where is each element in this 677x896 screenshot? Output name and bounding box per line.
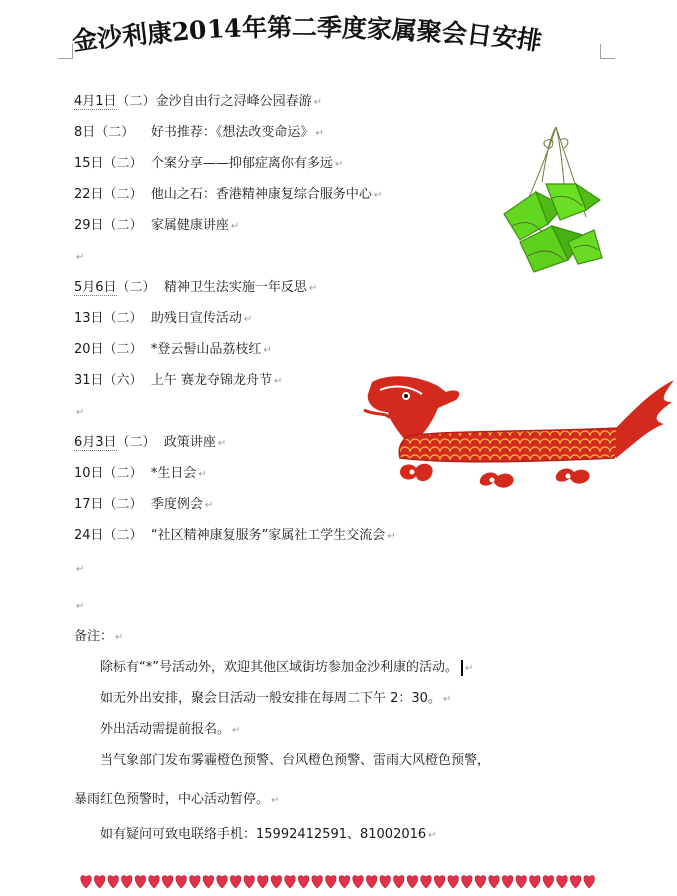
title-glyph: 日 [464,19,494,52]
title-glyph: 年 [241,13,268,43]
heart-shape [81,876,92,888]
heart-shape [108,876,119,888]
schedule-line: 13日（二） 助残日宣传活动 ↵ [74,311,253,326]
heart-shape [122,876,133,888]
empty-paragraph: ↵ [76,252,85,263]
note-line: 除标有“*”号活动外，欢迎其他区域街坊参加金沙利康的活动。 ↵ [100,660,474,675]
title-glyph: 二 [291,12,317,43]
heart-shape [516,876,527,888]
title-glyph: 度 [341,13,368,44]
heart-shape [285,876,296,888]
heart-shape [475,876,486,888]
note-line: 当气象部门发布雾霾橙色预警、台风橙色预警、雷雨大风橙色预警， [100,753,491,768]
schedule-line: 8日（二） 好书推荐：《想法改变命运》 ↵ [74,125,324,140]
heart-shape [230,876,241,888]
schedule-line: 4月1日（二）金沙自由行之浔峰公园春游 ↵ [74,94,322,109]
hearts-border [80,864,600,896]
title-glyph: 0 [188,15,208,46]
heart-shape [570,876,581,888]
heart-shape [176,876,187,888]
document-title [72,14,592,70]
heart-shape [190,876,201,888]
heart-shape [244,876,255,888]
heart-shape [271,876,282,888]
heart-shape [149,876,160,888]
heart-shape [162,876,173,888]
schedule-line: 20日（二） *登云髻山品荔枝红 ↵ [74,342,272,357]
empty-paragraph: ↵ [76,407,85,418]
schedule-line: 15日（二） 个案分享——抑郁症离你有多远 ↵ [74,156,344,171]
title-glyph: 金 [70,23,100,57]
heart-shape [353,876,364,888]
text-cursor [461,660,463,676]
zongzi-illustration [490,122,620,287]
note-line: 暴雨红色预警时，中心活动暂停。 ↵ [74,792,280,807]
heart-shape [312,876,323,888]
heart-shape [217,876,228,888]
heart-shape [584,876,595,888]
title-glyph: 利 [120,19,149,52]
schedule-line: 22日（二） 他山之石：香港精神康复综合服务中心 ↵ [74,187,383,202]
title-glyph: 家 [365,13,393,45]
heart-shape [489,876,500,888]
title-glyph: 季 [316,13,343,43]
note-line: 如无外出安排，聚会日活动一般安排在每周二下午 2：30。 ↵ [100,691,452,706]
heart-shape [448,876,459,888]
heart-shape [380,876,391,888]
heart-shape [394,876,405,888]
title-glyph: 会 [440,17,469,50]
heart-shape [94,876,105,888]
schedule-line: 31日（六） 上午 赛龙夺锦龙舟节 ↵ [74,373,283,388]
heart-shape [421,876,432,888]
schedule-line: 29日（二） 家属健康讲座 ↵ [74,218,240,233]
title-glyph: 属 [390,14,418,46]
empty-paragraph: ↵ [76,601,85,612]
title-glyph: 2 [170,16,191,47]
schedule-line: 10日（二） *生日会 ↵ [74,466,207,481]
note-line: 如有疑问可致电联络手机：15992412591、81002016 ↵ [100,827,437,842]
schedule-line: 5月6日（二） 精神卫生法实施一年反思 ↵ [74,280,318,295]
heart-shape [298,876,309,888]
title-glyph: 第 [266,12,292,43]
title-glyph: 聚 [415,16,443,48]
heart-shape [462,876,473,888]
title-glyph: 康 [145,17,174,50]
heart-shape [366,876,377,888]
page-corner-mark [58,44,73,59]
heart-shape [339,876,350,888]
empty-paragraph: ↵ [76,564,85,575]
title-glyph: 排 [514,23,544,57]
heart-shape [530,876,541,888]
heart-shape [135,876,146,888]
notes-label: 备注： ↵ [74,629,124,644]
schedule-line: 6月3日（二） 政策讲座 ↵ [74,435,227,450]
heart-shape [543,876,554,888]
title-glyph: 1 [206,14,226,45]
title-glyph: 安 [489,21,519,54]
heart-shape [557,876,568,888]
heart-shape [434,876,445,888]
note-line: 外出活动需提前报名。 ↵ [100,722,241,737]
page-corner-mark [600,44,615,59]
dragon-boat-illustration [360,372,677,502]
heart-shape [326,876,337,888]
heart-shape [407,876,418,888]
schedule-line: 17日（二） 季度例会 ↵ [74,497,214,512]
title-glyph: 沙 [95,21,125,54]
heart-shape [203,876,214,888]
title-glyph: 4 [223,13,243,44]
schedule-line: 24日（二） “社区精神康复服务”家属社工学生交流会 ↵ [74,528,396,543]
heart-shape [502,876,513,888]
heart-shape [258,876,269,888]
